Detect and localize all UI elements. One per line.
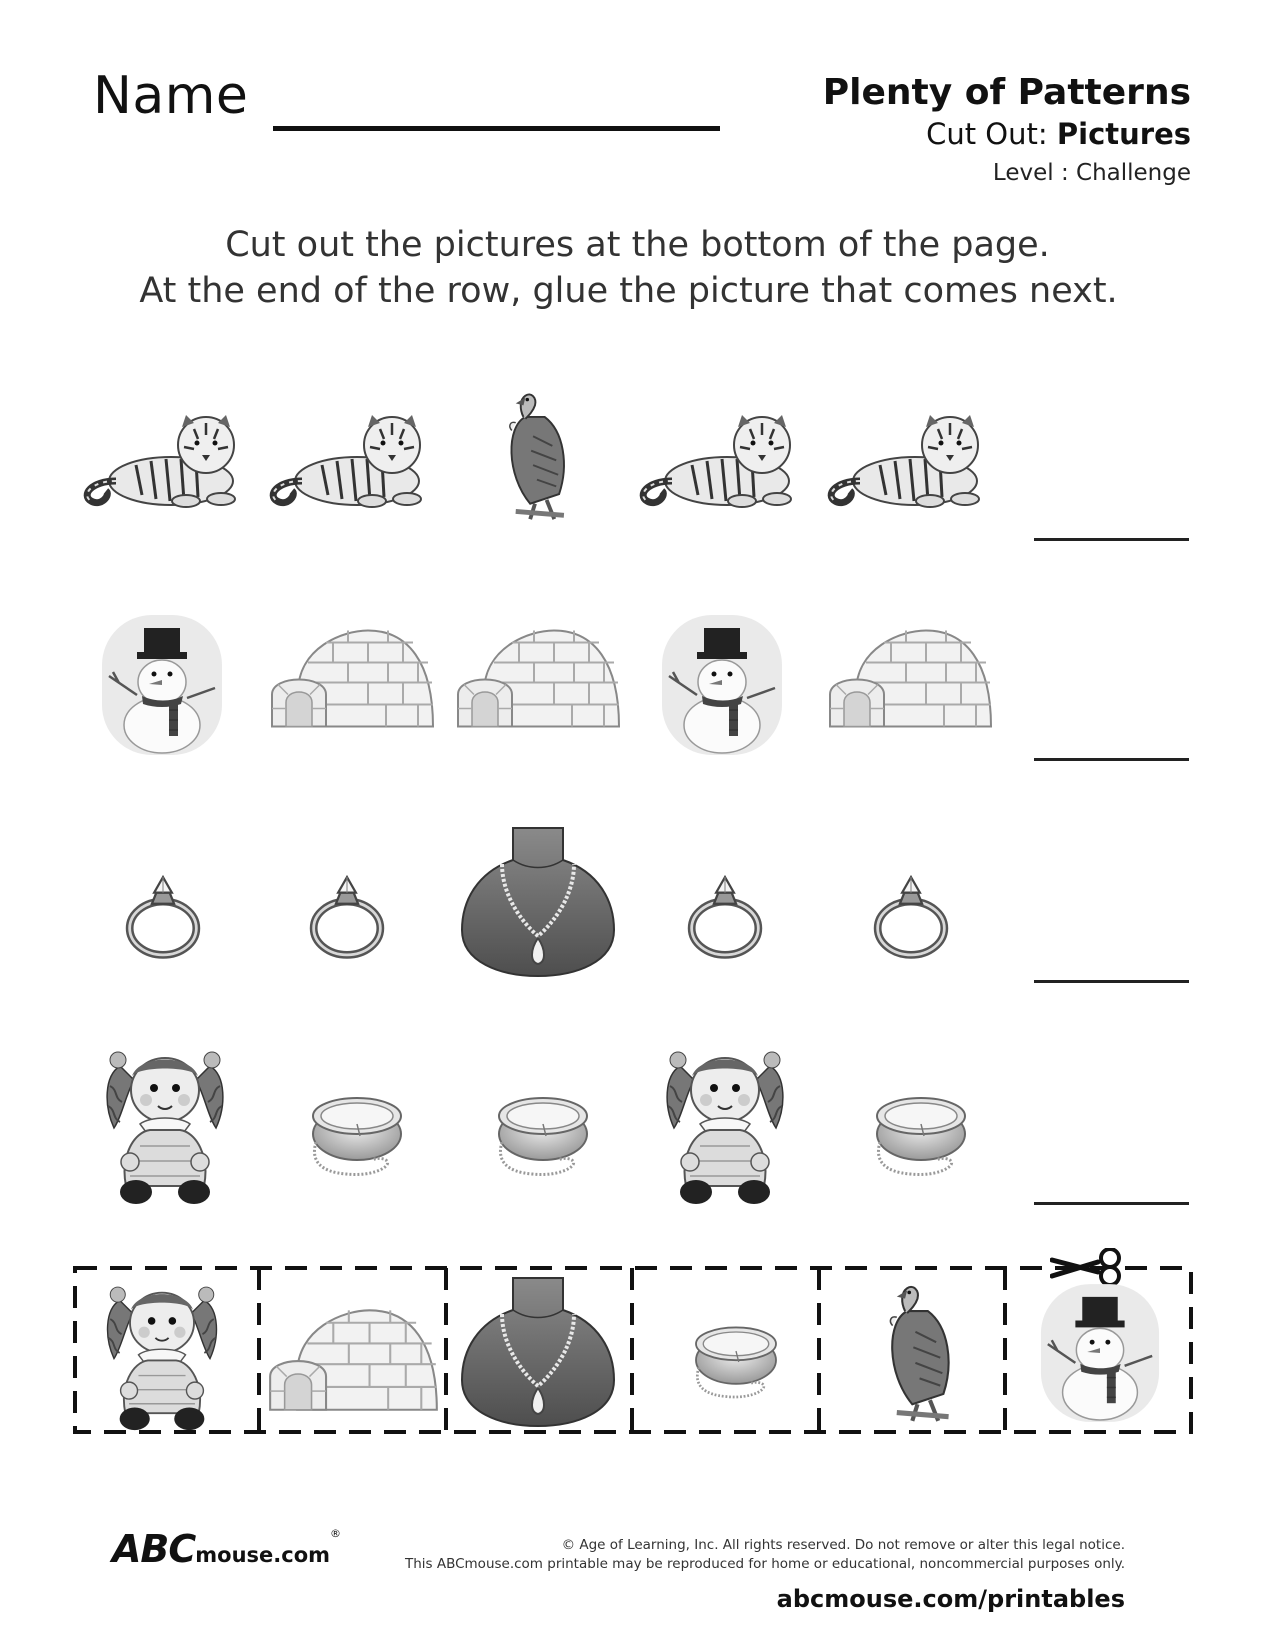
worksheet-title: Plenty of Patterns xyxy=(822,72,1191,113)
answer-glue-line-row-2[interactable] xyxy=(1034,758,1189,761)
cutout-vulture-picture[interactable] xyxy=(860,1280,975,1425)
necklace-picture xyxy=(458,820,618,980)
instruction-line-1: Cut out the pictures at the bottom of the page. xyxy=(225,225,1050,265)
snowman-picture xyxy=(652,610,792,760)
doll-picture xyxy=(660,1036,790,1206)
cutout-doll-picture[interactable] xyxy=(100,1272,224,1432)
answer-glue-line-row-4[interactable] xyxy=(1034,1202,1189,1205)
answer-glue-line-row-1[interactable] xyxy=(1034,538,1189,541)
printables-url[interactable]: abcmouse.com/printables xyxy=(776,1585,1125,1613)
tiger-picture xyxy=(262,390,442,520)
worksheet-level: Level : Challenge xyxy=(992,160,1191,186)
abcmouse-logo xyxy=(112,1527,341,1571)
cutout-snowman-picture[interactable] xyxy=(1036,1278,1164,1428)
legal-line-1: © Age of Learning, Inc. All rights reserved. Do not remove or alter this legal notice. xyxy=(561,1537,1125,1553)
ring-picture xyxy=(680,866,770,966)
legal-line-2: This ABCmouse.com printable may be reproduced for home or educational, noncommercial purposes only. xyxy=(404,1556,1125,1572)
snowman-picture xyxy=(92,610,232,760)
tiger-picture xyxy=(76,390,256,520)
instructions xyxy=(0,222,1275,314)
ring-picture xyxy=(866,866,956,966)
subtitle-bold: Pictures xyxy=(1056,117,1191,151)
cutout-igloo-picture[interactable] xyxy=(266,1296,442,1422)
doll-picture xyxy=(100,1036,230,1206)
igloo-picture xyxy=(268,615,438,740)
answer-glue-line-row-3[interactable] xyxy=(1034,980,1189,983)
vulture-picture xyxy=(480,388,590,523)
worksheet-subtitle xyxy=(926,117,1191,151)
tiger-picture xyxy=(632,390,812,520)
cut-out-dashed-border xyxy=(73,1266,1193,1434)
cutout-yoyo-picture[interactable] xyxy=(686,1316,786,1408)
yoyo-picture xyxy=(302,1086,412,1186)
name-write-line[interactable] xyxy=(273,126,720,131)
igloo-picture xyxy=(454,615,624,740)
name-label: Name xyxy=(93,66,249,126)
ring-picture xyxy=(118,866,208,966)
igloo-picture xyxy=(826,615,996,740)
subtitle-prefix: Cut Out: xyxy=(926,117,1057,151)
ring-picture xyxy=(302,866,392,966)
logo-mouse-text: mouse.com xyxy=(195,1543,331,1567)
yoyo-picture xyxy=(488,1086,598,1186)
legal-notice xyxy=(405,1536,1125,1574)
cutout-necklace-picture[interactable] xyxy=(458,1270,618,1430)
tiger-picture xyxy=(820,390,1000,520)
logo-abc-text: ABC xyxy=(112,1527,196,1571)
logo-registered-mark: ® xyxy=(330,1527,342,1540)
yoyo-picture xyxy=(866,1086,976,1186)
instruction-line-2: At the end of the row, glue the picture that comes next. xyxy=(139,271,1118,311)
